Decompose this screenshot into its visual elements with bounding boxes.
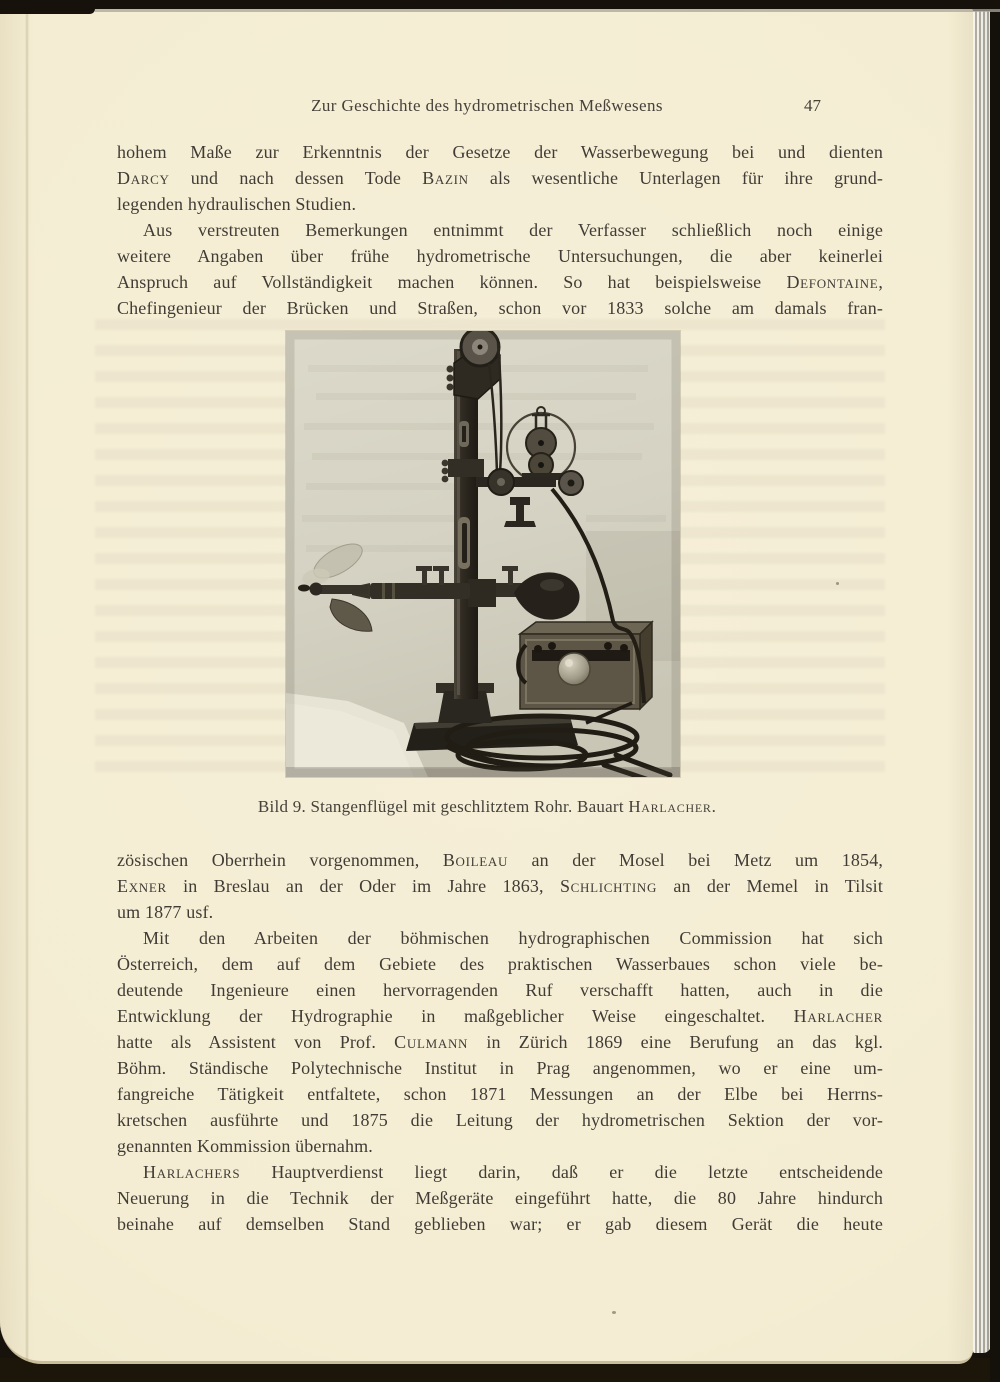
text-line: hatte als Assistent von Prof. Culmann in Zürich 1869 eine Berufung an das kgl.	[117, 1032, 883, 1052]
running-head-title: Zur Geschichte des hydrometrischen Meßwesens	[311, 96, 663, 115]
text-line: kretschen ausführte und 1875 die Leitung der hydrometrischen Sektion der vor-	[117, 1110, 883, 1130]
person-name: Exner	[117, 876, 167, 896]
person-name: Harlachers	[143, 1162, 241, 1182]
text-line: Entwicklung der Hydrographie in maßgeblicher Weise eingeschaltet. Harlacher	[117, 1006, 883, 1026]
paragraph	[117, 139, 883, 217]
person-name: Boileau	[442, 850, 509, 870]
person-name: Harlacher	[628, 797, 712, 816]
instrument-photo	[286, 331, 680, 777]
side-wheel-hub	[568, 480, 575, 487]
collar-screw	[442, 468, 449, 475]
text-line: fangreiche Tätigkeit entfaltete, schon 1871 Messungen an der Elbe bei Herrns-	[117, 1084, 883, 1104]
book-page	[0, 9, 973, 1364]
text-line: Böhm. Ständische Polytechnische Institut in Prag angenommen, wo er eine um-	[117, 1058, 883, 1078]
text-line: Darcy und nach dessen Tode Bazin als wesentliche Unterlagen für ihre grund-	[117, 168, 883, 188]
text-line: Aus verstreuten Bemerkungen entnimmt der Verfasser schließlich noch einige	[143, 220, 883, 240]
text-line: beinahe auf demselben Stand geblieben war; er gab diesem Gerät die heute	[117, 1214, 883, 1234]
rod-slot-lower-inner	[462, 523, 467, 563]
figure-caption: Bild 9. Stangenflügel mit geschlitztem Rohr. Bauart Harlacher.	[257, 797, 717, 816]
text-line: Chefingenieur der Brücken und Straßen, schon vor 1833 solche am damals fran-	[117, 298, 883, 318]
head-screw	[447, 375, 454, 382]
page-number: 47	[804, 96, 821, 115]
head-screw	[447, 366, 454, 373]
person-name: Schlichting	[559, 876, 658, 896]
text-line: genannten Kommission übernahm.	[117, 1136, 373, 1156]
text-line: Harlachers Hauptverdienst liegt darin, daß er die letzte entscheidende	[143, 1162, 883, 1182]
text-line: deutende Ingenieure einen hervorragenden Ruf verschafft hatten, auch in die	[117, 980, 883, 1000]
text-line: Mit den Arbeiten der böhmischen hydrographischen Commission hat sich	[143, 928, 883, 948]
text-line: Neuerung in die Technik der Meßgeräte eingeführt hatte, die 80 Jahre hindurch	[117, 1188, 883, 1208]
tube-ring	[392, 583, 395, 599]
scan-top-edge	[0, 0, 1000, 9]
person-name: Harlacher	[793, 1006, 883, 1026]
page-stack-edge	[973, 11, 991, 1353]
print-speck	[612, 1311, 616, 1314]
text-line: Exner in Breslau an der Oder im Jahre 1863, Schlichting an der Memel in Tilsit	[117, 876, 883, 896]
pulley-axle	[478, 345, 483, 350]
text-line: zösischen Oberrhein vorgenommen, Boileau an der Mosel bei Metz um 1854,	[117, 850, 883, 870]
person-name: Bazin	[422, 168, 469, 188]
page-gutter-crease	[25, 9, 29, 1361]
print-speck	[836, 582, 839, 585]
arm-wheel-hub	[497, 478, 505, 486]
tube-ring	[382, 583, 385, 599]
scan-top-left-notch	[0, 9, 95, 14]
bell-dome	[558, 653, 590, 685]
paragraph	[117, 847, 883, 925]
text-block-lower	[117, 847, 883, 1237]
rod-slot-upper-inner	[462, 426, 466, 442]
text-line: legenden hydraulischen Studien.	[117, 194, 357, 214]
text-line: Österreich, dem auf dem Gebiete des praktischen Wasserbaues schon viele be-	[117, 954, 883, 974]
head-screw	[447, 384, 454, 391]
collar-screw	[442, 460, 449, 467]
text-line: hohem Maße zur Erkenntnis der Gesetze der Wasserbewegung bei und dienten	[117, 142, 883, 162]
text-line: weitere Angaben über frühe hydrometrische Untersuchungen, die aber keinerlei	[117, 246, 883, 266]
text-line: Anspruch auf Vollständigkeit machen können. So hat beispielsweise Defontaine,	[117, 272, 883, 292]
text-block-upper	[117, 139, 883, 321]
paragraph	[117, 925, 883, 1159]
person-name: Darcy	[117, 168, 170, 188]
paragraph	[117, 1159, 883, 1237]
vane-highlight	[540, 579, 564, 591]
text-line: um 1877 usf.	[117, 902, 214, 922]
rod-collar	[448, 459, 484, 477]
cross-junction	[468, 579, 496, 607]
scan-right-edge	[990, 0, 1000, 1382]
page-top-edge-line	[95, 9, 1000, 12]
figure-image	[286, 331, 680, 777]
person-name: Culmann	[394, 1032, 469, 1052]
collar-screw	[442, 476, 449, 483]
person-name: Defontaine	[786, 272, 879, 292]
paragraph	[117, 217, 883, 321]
